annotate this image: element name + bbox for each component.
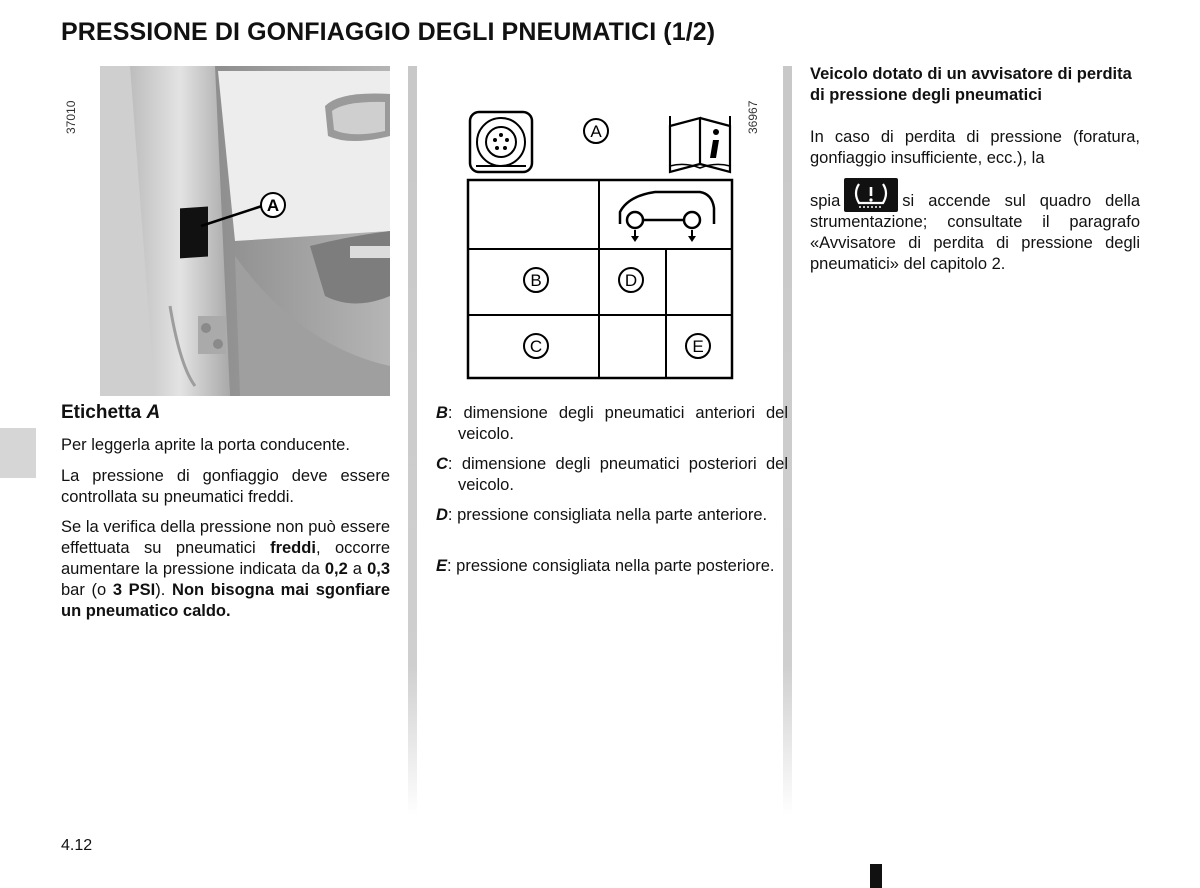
- paragraph-cold-tyres: La pressione di gonfiaggio deve essere controllata su pneumatici freddi.: [61, 467, 390, 506]
- warning-light-text: si accende sul quadro della strumentazione; consultate il paragrafo «Avvisatore di perdita di pressione degli pneumatici» del capitolo 2.: [810, 192, 1140, 273]
- tyre-label-diagram: [430, 96, 770, 386]
- definition-d-key: D: [436, 506, 448, 524]
- diagram-callout-c: C: [529, 337, 543, 356]
- p3-text-i: ).: [155, 581, 173, 599]
- diagram-callout-b: B: [530, 271, 542, 290]
- diagram-reference-text: 36967: [746, 100, 760, 134]
- definition-b: [436, 403, 788, 445]
- definition-e: [436, 556, 788, 577]
- definition-c-key: C: [436, 455, 448, 473]
- label-heading-letter: A: [146, 402, 161, 423]
- definition-b-text: : dimensione degli pneumatici anteriori del veicolo.: [447, 404, 788, 443]
- car-icon: [620, 192, 714, 242]
- paragraph-pressure-adjust: [61, 517, 390, 622]
- paragraph-warning-light: [810, 178, 1140, 275]
- definition-e-key: E: [436, 557, 448, 575]
- page-number: 4.12: [61, 837, 93, 854]
- p3-text-a: Se la verifica della pressione non può essere effettuata su pneumatici: [61, 518, 390, 557]
- manual-book-icon: [670, 116, 730, 172]
- definition-c-text: : dimensione degli pneumatici posteriori del veicolo.: [447, 455, 788, 494]
- definition-b-key: B: [436, 404, 448, 422]
- door-pillar-photo: [100, 66, 390, 396]
- p3-text-c: , occorre aumentare la pressione indicata da: [61, 539, 390, 578]
- definition-c: [436, 454, 788, 496]
- tyre-pressure-warning-icon: [844, 178, 898, 212]
- p3-bold-psi: 3 PSI: [112, 581, 156, 599]
- p3-text-e: a: [347, 560, 368, 578]
- diagram-callout-a: A: [590, 122, 602, 141]
- diagram-callout-e: E: [692, 337, 704, 356]
- p3-bold-max: 0,3: [367, 560, 390, 578]
- column-separator-left: [408, 66, 417, 816]
- diagram-callout-d: D: [624, 271, 638, 290]
- page-mark: [870, 864, 882, 888]
- spia-word: spia: [810, 192, 841, 210]
- chapter-tab: [0, 428, 36, 478]
- paragraph-open-door: Per leggerla aprite la porta conducente.: [61, 436, 350, 454]
- definition-d: [436, 505, 788, 526]
- p3-bold-cold: freddi: [270, 539, 316, 557]
- p3-text-g: bar (o: [61, 581, 113, 599]
- p3-bold-warning: Non bisogna mai sgonfiare un pneumatico caldo.: [61, 581, 391, 620]
- tpms-heading: Veicolo dotato di un avvisatore di perdita di pressione degli pneumatici: [810, 65, 1132, 104]
- page-title: PRESSIONE DI GONFIAGGIO DEGLI PNEUMATICI (1/2): [61, 18, 716, 46]
- p3-bold-min: 0,2: [324, 560, 348, 578]
- photo-callout-label: A: [266, 196, 280, 215]
- paragraph-pressure-loss: In caso di perdita di pressione (foratura, gonfiaggio insufficiente, ecc.), la: [810, 128, 1140, 167]
- label-heading-text: Etichetta: [61, 402, 147, 423]
- definition-d-text: : pressione consigliata nella parte anteriore.: [447, 506, 768, 524]
- tyre-icon: [470, 112, 532, 172]
- photo-reference-text: 37010: [64, 100, 78, 134]
- label-heading: [61, 402, 160, 424]
- definition-e-text: : pressione consigliata nella parte posteriore.: [447, 557, 775, 575]
- photo-reference-number: [58, 76, 82, 136]
